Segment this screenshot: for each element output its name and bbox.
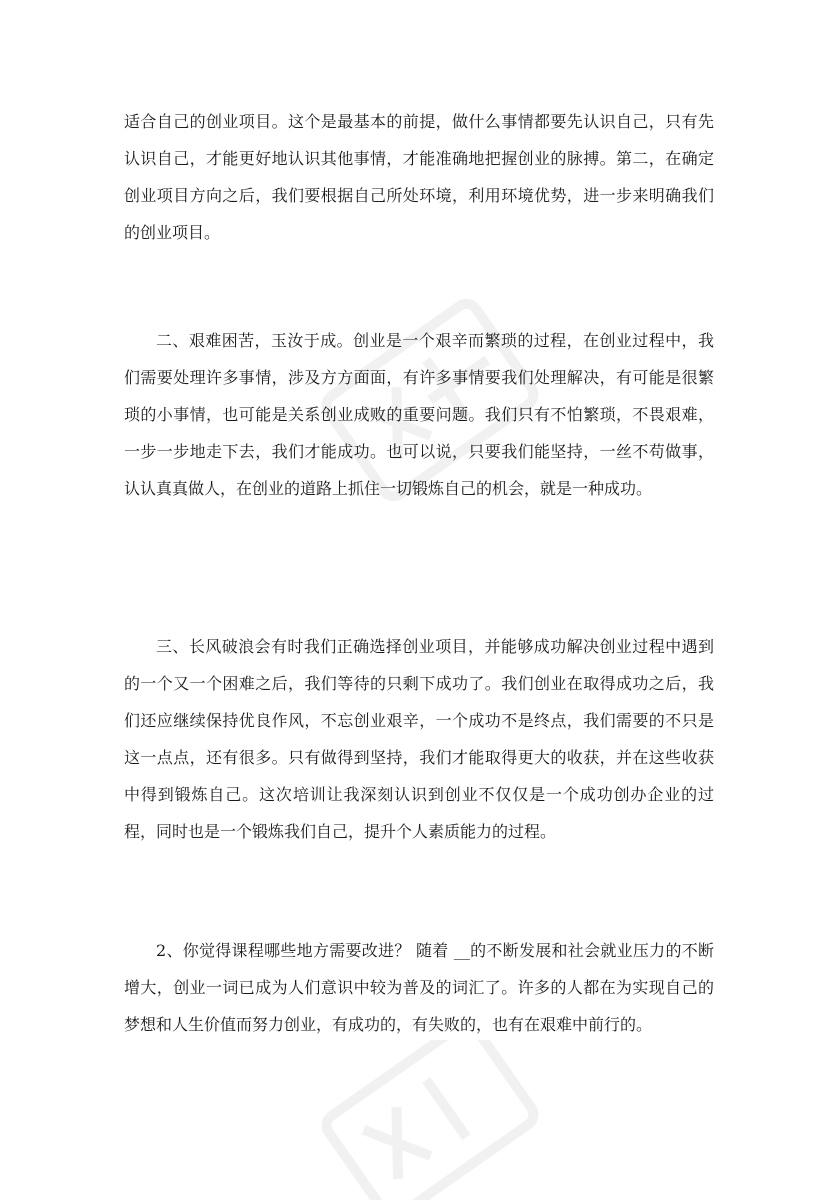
paragraph-perseverance: 三、长风破浪会有时我们正确选择创业项目，并能够成功解决创业过程中遇到的一个又一个困难之后，我们等待的只剩下成功了。我们创业在取得成功之后，我们还应继续保持优良作风，不忘创业艰辛，一个成功不是终点，我们需要的不只是这一点点，还有很多。只有做得到坚持，我们才能取得更大的收获，并在这些收获中得到锻炼自己。这次培训让我深刻认识到创业不仅仅是一个成功创办企业的过程，同时也是一个锻炼我们自己，提升个人素质能力的过程。: [124, 637, 714, 841]
paragraph-project-selection: 适合自己的创业项目。这个是最基本的前提，做什么事情都要先认识自己，只有先认识自己，才能更好地认识其他事情，才能准确地把握创业的脉搏。第二，在确定创业项目方向之后，我们要根据自己所处环境，利用环境优势，进一步来明确我们的创业项目。: [124, 112, 714, 242]
paragraph-hardship: 二、艰难困苦，玉汝于成。创业是一个艰辛而繁琐的过程，在创业过程中，我们需要处理许多事情，涉及方方面面，有许多事情要我们处理解决，有可能是很繁琐的小事情，也可能是关系创业成败的重要问题。我们只有不怕繁琐，不畏艰难，一步一步地走下去，我们才能成功。也可以说，只要我们能坚持，一丝不苟做事，认认真真做人，在创业的道路上抓住一切锻炼自己的机会，就是一种成功。: [124, 331, 714, 498]
watermark-logo-icon: [300, 1040, 560, 1200]
paragraph-course-improvement: 2、你觉得课程哪些地方需要改进？ 随着 __的不断发展和社会就业压力的不断增大，创业一词已成为人们意识中较为普及的词汇了。许多的人都在为实现自己的梦想和人生价值而努力创业，有成功的，有失败的，也有在艰难中前行的。: [124, 941, 714, 1034]
